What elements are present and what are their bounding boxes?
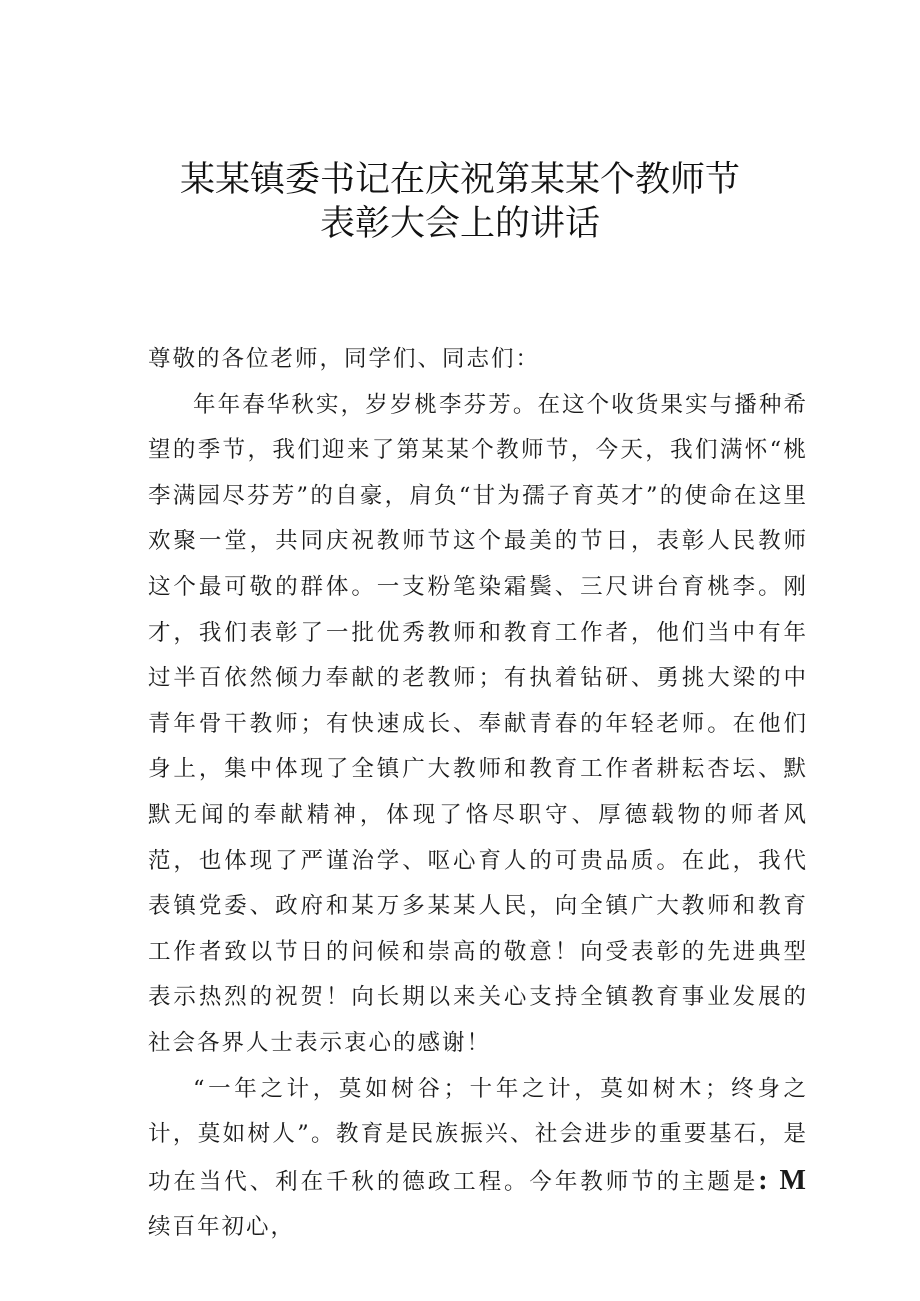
paragraph-2-mark: : M	[758, 1164, 808, 1196]
document-title	[0, 158, 920, 246]
paragraph-1: 年年春华秋实，岁岁桃李芬芳。在这个收货果实与播种希望的季节，我们迎来了第某某个教师节，今天，我们满怀“桃李满园尽芬芳”的自豪，肩负“甘为孺子育英才”的使命在这里欢聚一堂，共同庆祝教师节这个最美的节日，表彰人民教师这个最可敬的群体。一支粉笔染霜鬓、三尺讲台育桃李。刚才，我们表彰了一批优秀教师和教育工作者，他们当中有年过半百依然倾力奉献的老教师；有执着钻研、勇挑大梁的中青年骨干教师；有快速成长、奉献青春的年轻老师。在他们身上，集中体现了全镇广大教师和教育工作者耕耘杏坛、默默无闻的奉献精神，体现了恪尽职守、厚德载物的师者风范，也体现了严谨治学、呕心育人的可贵品质。在此，我代表镇党委、政府和某万多某某人民，向全镇广大教师和教育工作者致以节日的问候和崇高的敬意！向受表彰的先进典型表示热烈的祝贺！向长期以来关心支持全镇教育事业发展的社会各界人士表示衷心的感谢！	[148, 391, 808, 1056]
salutation: 尊敬的各位老师，同学们、同志们：	[148, 346, 541, 372]
title-line-1: 某某镇委书记在庆祝第某某个教师节	[179, 160, 740, 200]
title-line-2: 表彰大会上的讲话	[319, 204, 600, 244]
document-body	[148, 337, 808, 1251]
paragraph-2-tail: 续百年初心，	[148, 1214, 296, 1241]
paragraph-2	[148, 1067, 808, 1251]
paragraph-2-text: “一年之计，莫如树谷；十年之计，莫如树木；终身之计，莫如树人”。教育是民族振兴、社会进步的重要基石，是功在当代、利在千秋的德政工程。今年教师节的主题是	[148, 1075, 808, 1195]
